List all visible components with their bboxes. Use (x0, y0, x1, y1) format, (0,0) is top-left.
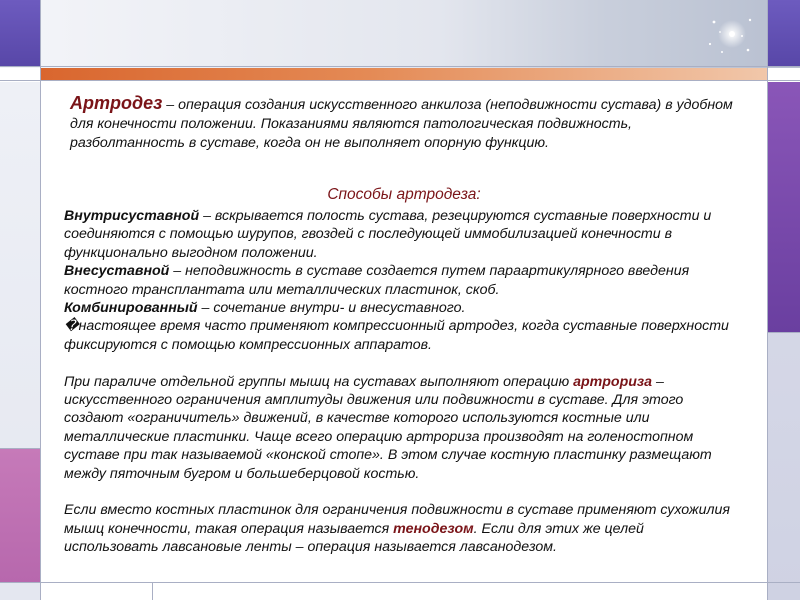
method-combined (64, 299, 734, 317)
grid-line (0, 582, 800, 583)
intro-term: Артродез (70, 93, 163, 113)
tenodesis-text-after: . Если для этих же целей использовать лавсановые ленты – операция называется лавсанодезом. (64, 520, 644, 556)
grid-line (767, 0, 768, 600)
method-extra-text: – неподвижность в суставе создается путем параартикулярного введения костного трансплантата или металлических пластинок, скоб. (64, 263, 690, 298)
missing-glyph-icon: � (64, 318, 79, 335)
method-intra-term: Внутрисуставной (64, 208, 200, 224)
accent-bar (40, 68, 768, 80)
corner-tile-top-left (0, 0, 40, 66)
grid-line (0, 80, 800, 81)
tenodesis-term: тенодезом (393, 520, 474, 537)
sparkle-decoration (700, 10, 760, 60)
header-background (0, 0, 800, 68)
method-combined-text: – сочетание внутри- и внесуставного. (197, 300, 466, 317)
spacer (64, 483, 734, 501)
slide-content (42, 82, 766, 580)
grid-line (152, 582, 153, 600)
grid-line (0, 448, 40, 449)
arthrorisis-paragraph (64, 373, 734, 483)
method-note (64, 317, 734, 354)
grid-line (0, 66, 800, 67)
methods-heading: Способы артродеза: (327, 186, 481, 203)
arthrorisis-text-before: При параличе отдельной группы мышц на суставах выполняют операцию (64, 373, 574, 390)
left-pink-tile (0, 448, 40, 582)
corner-tile-top-right (768, 0, 800, 66)
arthrorisis-text-after: – искусственного ограничения амплитуды движения или подвижности в суставе. Для этого создают «ограничитель» движений, в качестве которого используются костные или металлические пластинки. Чаще всего операцию артрориза производят на голеностопном суставе при так называемой «конской стопе». В этом случае костную пластинку размещают между пяточным бугром и большеберцовой костью. (64, 373, 712, 482)
intro-paragraph (70, 94, 742, 153)
arthrorisis-term: артрориза (573, 373, 653, 390)
tenodesis-paragraph (64, 501, 734, 556)
grid-line (768, 332, 800, 333)
right-purple-tile (768, 82, 800, 332)
method-intra-text: – вскрывается полость сустава, резецируются суставные поверхности и соединяются с помощью шурупов, гвоздей с последующей иммобилизацией конечности в функционально выгодном положении. (64, 208, 712, 261)
intro-text: – операция создания искусственного анкилоза (неподвижности сустава) в удобном для конечности положении. Показаниями являются патологическая подвижность, разболтанность в суставе, когда он не выполняет опорную функцию. (70, 97, 733, 151)
grid-line (40, 0, 41, 600)
method-intra (64, 207, 734, 262)
method-extra-term: Внесуставной (64, 263, 170, 280)
methods-body (64, 207, 734, 557)
spacer (64, 354, 734, 372)
method-note-text: настоящее время часто применяют компрессионный артродез, когда суставные поверхности фиксируются с помощью компрессионных аппаратов. (64, 318, 729, 353)
method-combined-term: Комбинированный (64, 300, 198, 317)
tenodesis-text-before: Если вместо костных пластинок для ограничения подвижности в суставе применяют сухожилия мышц конечности, такая операция называется (64, 502, 730, 537)
method-extra (64, 262, 734, 299)
